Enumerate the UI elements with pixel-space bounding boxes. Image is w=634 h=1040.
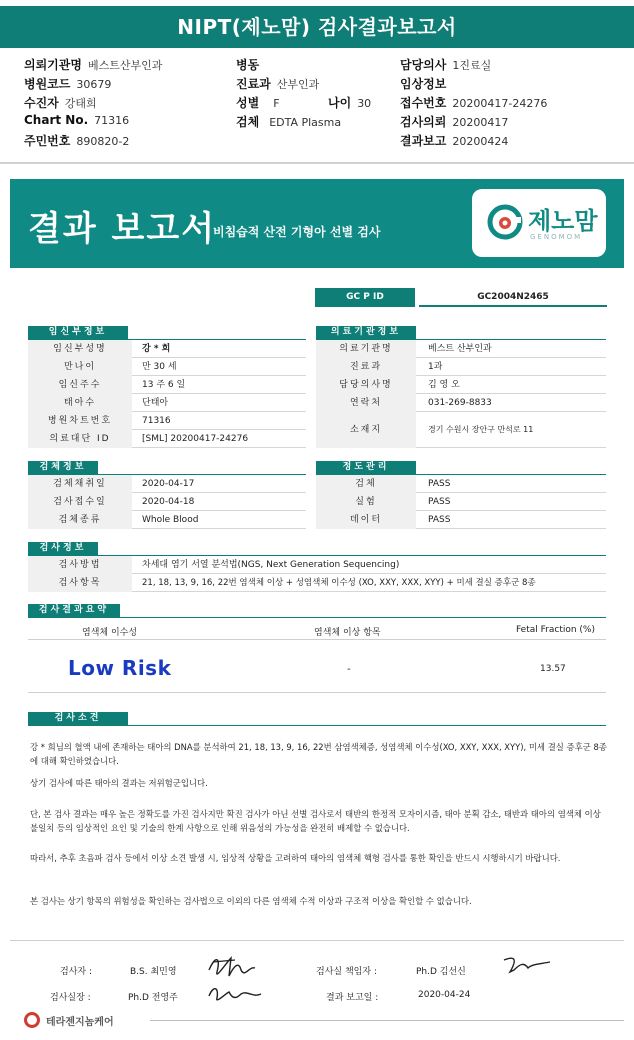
banner-subtitle: 비침습적 산전 기형아 선별 검사 (213, 225, 381, 239)
risk-result: Low Risk (68, 656, 172, 680)
result-banner (10, 179, 624, 268)
table-row: 검체채취일 2020-04-17 (28, 475, 306, 493)
header-department: 진료과 산부인과 (236, 77, 320, 91)
table-row: 담당의사명 김 영 오 (316, 376, 606, 394)
company-logo-icon (24, 1012, 40, 1028)
findings-paragraph: 본 검사는 상기 항목의 위험성을 확인하는 검사법으로 이외의 다른 염색체 수적 이상과 구조적 이상을 확인할 수 없습니다. (30, 896, 472, 906)
specimen-table (28, 475, 306, 529)
summary-col-item: 염색체 이상 항목 (314, 628, 381, 638)
header-doctor: 담당의사 1진료실 (400, 58, 492, 72)
table-row: 태아수 단태아 (28, 394, 306, 412)
table-row: 병원차트번호 71316 (28, 412, 306, 430)
director-label: 검사실장 : (50, 993, 91, 1003)
director-signature-icon (205, 980, 265, 1006)
header-receipt-no: 접수번호 20200417-24276 (400, 96, 548, 110)
header-institution: 의뢰기관명 베스트산부인과 (24, 58, 163, 72)
section-findings-line (28, 725, 606, 726)
qc-table (316, 475, 606, 529)
footer-divider (150, 1020, 624, 1021)
fetal-fraction-value: 13.57 (540, 664, 566, 674)
section-summary-line (28, 617, 606, 618)
signature-divider (10, 940, 624, 941)
header-ward: 병동 (236, 58, 260, 72)
header-sex: 성별 F (236, 96, 280, 110)
tester-signature-icon (205, 952, 261, 982)
table-row: 소재지 경기 수원시 장안구 만석로 11 (316, 412, 606, 448)
findings-paragraph: 단, 본 검사 결과는 매우 높은 정확도를 가진 검사지만 확진 검사가 아닌 선별 검사로서 태반의 한정적 모자이시즘, 태아 분획 감소, 태반과 태아의 염색체 이상 불일치 등의 임상적인 요인 및 기술의 한계 사항으로 인해 위음성의 가능성을 완전히 배제할 수 없습니다. (30, 809, 601, 833)
header-info (24, 56, 624, 152)
table-row: 만나이 만 30 세 (28, 358, 306, 376)
summary-item-value: - (347, 664, 351, 675)
findings-paragraph: 강 * 희님의 혈액 내에 존재하는 태아의 DNA를 분석하여 21, 18, 13, 9, 16, 22번 삼염색체증, 성염색체 이수성(XO, XXY, XXX, XYY), 미세 결실 증후군 8종에 대해 확인하였습니다. (30, 742, 607, 766)
manager-name: Ph.D 김선신 (416, 967, 466, 977)
section-method-label: 검사정보 (28, 542, 98, 555)
table-row: 검사방법 차세대 염기 서열 분석법(NGS, Next Generation Sequencing) (28, 556, 606, 574)
director-name: Ph.D 전영주 (128, 993, 178, 1003)
table-row: 임신부성명 강 * 희 (28, 340, 306, 358)
tester-label: 검사자 : (60, 967, 92, 977)
table-row: 검체종류 Whole Blood (28, 511, 306, 529)
section-patient-label: 임신부정보 (28, 326, 128, 339)
table-row: 검체 PASS (316, 475, 606, 493)
institution-table (316, 340, 606, 448)
summary-col-ff: Fetal Fraction (%) (516, 625, 595, 635)
table-row: 실험 PASS (316, 493, 606, 511)
logo-subtext: GENOMOM (530, 233, 583, 241)
gcpid-box (315, 288, 607, 307)
gcpid-label: GC P ID (315, 288, 415, 307)
report-date-label: 결과 보고일 : (326, 993, 379, 1003)
table-row: 임신주수 13 주 6 일 (28, 376, 306, 394)
summary-header (28, 623, 606, 638)
tester-name: B.S. 최민영 (130, 967, 177, 977)
manager-label: 검사실 책임자 : (316, 967, 377, 977)
report-date-value: 2020-04-24 (418, 990, 471, 1000)
table-row: 검사접수일 2020-04-18 (28, 493, 306, 511)
logo-text: 제노맘 (528, 207, 598, 235)
table-row: 연락처 031-269-8833 (316, 394, 606, 412)
patient-table (28, 340, 306, 448)
section-institution-label: 의료기관정보 (316, 326, 416, 339)
section-specimen-label: 검체정보 (28, 461, 98, 474)
header-request-date: 검사의뢰 20200417 (400, 115, 509, 129)
findings-paragraph: 따라서, 추후 초음파 검사 등에서 이상 소견 발생 시, 임상적 상황을 고려하여 태아의 염색체 핵형 검사를 통한 확인을 반드시 시행하시기 바랍니다. (30, 853, 561, 863)
header-chart-no: Chart No. 71316 (24, 113, 130, 127)
header-specimen: 검체 EDTA Plasma (236, 115, 342, 129)
header-resident-no: 주민번호 890820-2 (24, 134, 130, 148)
banner-title: 결과 보고서 (28, 209, 217, 249)
header-divider (0, 162, 634, 164)
section-qc-label: 정도관리 (316, 461, 416, 474)
table-row: 검사항목 21, 18, 13, 9, 16, 22번 염색체 이상 + 성염색체 이수성 (XO, XXY, XXX, XYY) + 미세 결실 증후군 8종 (28, 574, 606, 592)
table-row: 데이터 PASS (316, 511, 606, 529)
header-age: 나이 30 (328, 96, 372, 110)
summary-col-chrom: 염색체 이수성 (82, 628, 138, 638)
genomom-logo-icon (486, 203, 524, 241)
gcpid-value: GC2004N2465 (419, 288, 607, 307)
findings-paragraph: 상기 검사에 따른 태아의 결과는 저위험군입니다. (30, 778, 208, 788)
header-hospital-code: 병원코드 30679 (24, 77, 112, 91)
table-row: 의료기관명 베스트 산부인과 (316, 340, 606, 358)
company-name: 테라젠지놈케어 (46, 1017, 114, 1028)
table-row: 의료대단 ID [SML] 20200417-24276 (28, 430, 306, 448)
method-table (28, 556, 606, 592)
table-row: 진료과 1과 (316, 358, 606, 376)
summary-bottom-line (28, 692, 606, 693)
header-report-date: 결과보고 20200424 (400, 134, 509, 148)
section-summary-label: 검사결과요약 (28, 604, 120, 617)
genomom-logo (472, 189, 606, 257)
header-clinical-info: 임상정보 (400, 77, 447, 91)
manager-signature-icon (500, 954, 554, 978)
report-title: NIPT(제노맘) 검사결과보고서 (0, 6, 634, 48)
section-findings-label: 검사소견 (28, 712, 128, 725)
header-patient: 수진자 강태희 (24, 96, 97, 110)
summary-header-line (28, 639, 606, 640)
